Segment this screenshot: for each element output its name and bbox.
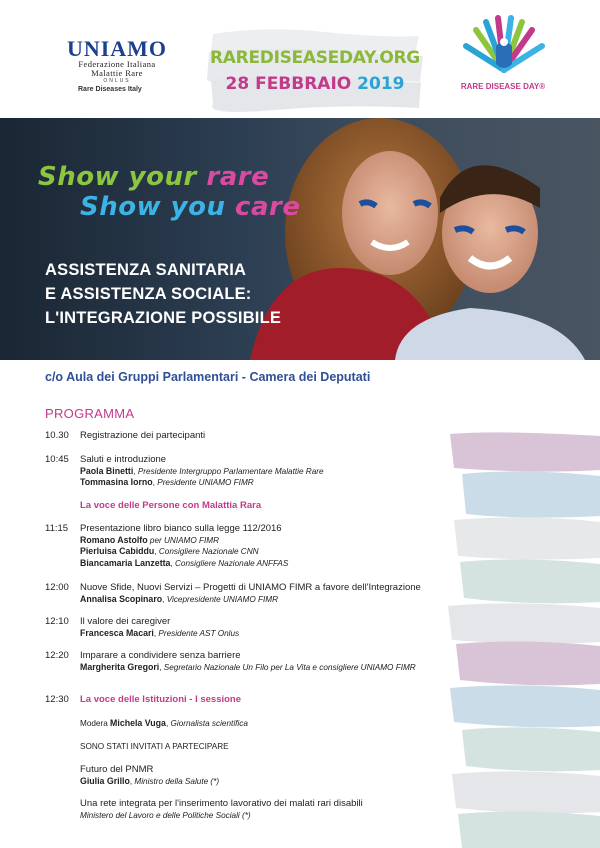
speaker-role: Consigliere Nazionale ANFFAS bbox=[175, 558, 289, 568]
speaker-name: Margherita Gregori bbox=[80, 661, 160, 672]
moderator-name: Michela Vuga bbox=[110, 718, 166, 728]
program-item-pnmr bbox=[80, 764, 219, 787]
speaker bbox=[80, 810, 363, 822]
speaker: Tommasina Iorno, Presidente UNIAMO FIMR bbox=[80, 477, 254, 487]
moderator-line bbox=[80, 718, 248, 730]
moderator: Modera Michela Vuga, Giornalista scientifica bbox=[80, 718, 248, 728]
event-date-main: 28 FEBBRAIO bbox=[225, 74, 352, 94]
speaker: Giulia Grillo, Ministro della Salute (*) bbox=[80, 775, 220, 786]
time-1045: 10:45 bbox=[45, 454, 69, 465]
time-1230: 12:30 bbox=[45, 694, 69, 705]
program-item-desc: Imparare a condividere senza barriere bbox=[80, 650, 241, 661]
speaker: Paola Binetti, Presidente Intergruppo Parlamentare Malattie Rare bbox=[80, 465, 324, 476]
event-title bbox=[45, 258, 281, 330]
speaker-role: Presidente UNIAMO FIMR bbox=[157, 478, 254, 487]
section-heading-institutions: La voce delle Istituzioni - I sessione bbox=[80, 694, 242, 705]
speaker: Annalisa Scopinaro, Vicepresidente UNIAMO FIMR bbox=[80, 593, 279, 604]
event-date bbox=[205, 74, 425, 94]
slogan-line-2-a: Show you bbox=[80, 192, 236, 222]
program-item-desc: Nuove Sfide, Nuovi Servizi – Progetti di UNIAMO FIMR a favore dell'Integrazione bbox=[80, 582, 421, 593]
program-item-desc: Saluti e introduzione bbox=[80, 454, 167, 465]
speaker-name: Tommasina Iorno bbox=[80, 477, 153, 487]
program-item-white-book bbox=[80, 523, 288, 569]
rare-disease-day-label: RARE DISEASE DAY® bbox=[460, 82, 546, 91]
speaker-role: Presidente Intergruppo Parlamentare Malattie Rare bbox=[137, 466, 324, 476]
speaker-name: Pierluisa Cabiddu bbox=[80, 546, 155, 556]
program-item-desc: Una rete integrata per l'inserimento lavorativo dei malati rari disabili bbox=[80, 798, 363, 809]
speaker-name: Annalisa Scopinaro bbox=[80, 593, 163, 604]
section-heading-persons: La voce delle Persone con Malattia Rara bbox=[80, 500, 262, 511]
program-item-caregiver bbox=[80, 616, 239, 639]
moderator-label: Modera bbox=[80, 719, 111, 728]
slogan-line-1 bbox=[38, 162, 269, 192]
time-1030: 10.30 bbox=[45, 430, 69, 441]
speaker-name: Paola Binetti bbox=[80, 465, 134, 476]
program-item-registration bbox=[80, 430, 205, 442]
uniamo-logo-line1: Federazione Italiana bbox=[78, 59, 156, 69]
speaker: Biancamaria Lanzetta, Consigliere Nazionale ANFFAS bbox=[80, 557, 289, 568]
program-item-desc: Futuro del PNMR bbox=[80, 764, 154, 775]
invited-note bbox=[80, 741, 229, 753]
time-1210: 12:10 bbox=[45, 616, 69, 627]
program-item-sharing bbox=[80, 650, 416, 673]
slogan-line-1-b: rare bbox=[206, 162, 270, 192]
header-text bbox=[205, 48, 425, 94]
speaker: Pierluisa Cabiddu, Consigliere Nazionale CNN bbox=[80, 546, 259, 556]
speaker-role: Presidente AST Onlus bbox=[158, 628, 240, 638]
speaker-name: Francesca Macari bbox=[80, 627, 154, 638]
event-title-line-2: E ASSISTENZA SOCIALE: bbox=[45, 285, 252, 303]
uniamo-logo bbox=[52, 38, 182, 94]
rare-disease-day-hands-icon bbox=[456, 12, 552, 80]
time-1220: 12:20 bbox=[45, 650, 69, 661]
uniamo-logo-line4: Rare Diseases Italy bbox=[78, 86, 142, 93]
speaker: Francesca Macari, Presidente AST Onlus bbox=[80, 627, 240, 638]
program-item-desc: Il valore dei caregiver bbox=[80, 616, 171, 627]
slogan-line-2-b: care bbox=[235, 192, 301, 222]
speaker-name: Biancamaria Lanzetta bbox=[80, 557, 171, 568]
speaker-role: Vicepresidente UNIAMO FIMR bbox=[166, 594, 279, 604]
uniamo-logo-line3: ONLUS bbox=[103, 78, 131, 84]
website-link[interactable]: RAREDISEASEDAY.ORG bbox=[210, 48, 420, 68]
decorative-brush-strokes bbox=[440, 430, 600, 848]
event-title-line-1: ASSISTENZA SANITARIA bbox=[45, 261, 247, 279]
uniamo-logo-line2: Malattie Rare bbox=[91, 68, 143, 78]
speaker-name: Giulia Grillo bbox=[80, 775, 130, 786]
speaker-role: per UNIAMO FIMR bbox=[149, 535, 220, 545]
speaker: Margherita Gregori, Segretario Nazionale Un Filo per La Vita e consigliere UNIAMO FIMR bbox=[80, 661, 416, 672]
speaker-name: Romano Astolfo bbox=[80, 534, 148, 545]
speaker bbox=[80, 535, 288, 547]
program-item-new-challenges bbox=[80, 582, 421, 605]
event-title-line-3: L'INTEGRAZIONE POSSIBILE bbox=[45, 309, 282, 327]
time-1200: 12:00 bbox=[45, 582, 69, 593]
uniamo-logo-name: UNIAMO bbox=[66, 36, 168, 61]
program-item-desc: Presentazione libro bianco sulla legge 112/2016 bbox=[80, 523, 282, 534]
speaker-role: Ministero del Lavoro e delle Politiche Sociali (*) bbox=[80, 810, 251, 820]
program-heading: PROGRAMMA bbox=[45, 406, 135, 421]
slogan-line-1-a: Show your bbox=[38, 162, 207, 192]
moderator-role: Giornalista scientifica bbox=[170, 719, 248, 728]
program-item-desc: Registrazione dei partecipanti bbox=[80, 430, 206, 441]
speaker-role: Consigliere Nazionale CNN bbox=[158, 547, 259, 556]
event-date-year: 2019 bbox=[357, 74, 405, 94]
program-item-welcome bbox=[80, 454, 324, 489]
slogan-line-2 bbox=[80, 192, 300, 222]
speaker-role: Ministro della Salute (*) bbox=[134, 776, 220, 786]
invited-text: SONO STATI INVITATI A PARTECIPARE bbox=[80, 742, 229, 751]
event-venue: c/o Aula dei Gruppi Parlamentari - Camera dei Deputati bbox=[45, 370, 371, 384]
speaker-role: Segretario Nazionale Un Filo per La Vita e consigliere UNIAMO FIMR bbox=[163, 662, 416, 672]
program-item-network bbox=[80, 798, 363, 821]
time-1115: 11:15 bbox=[45, 523, 69, 534]
